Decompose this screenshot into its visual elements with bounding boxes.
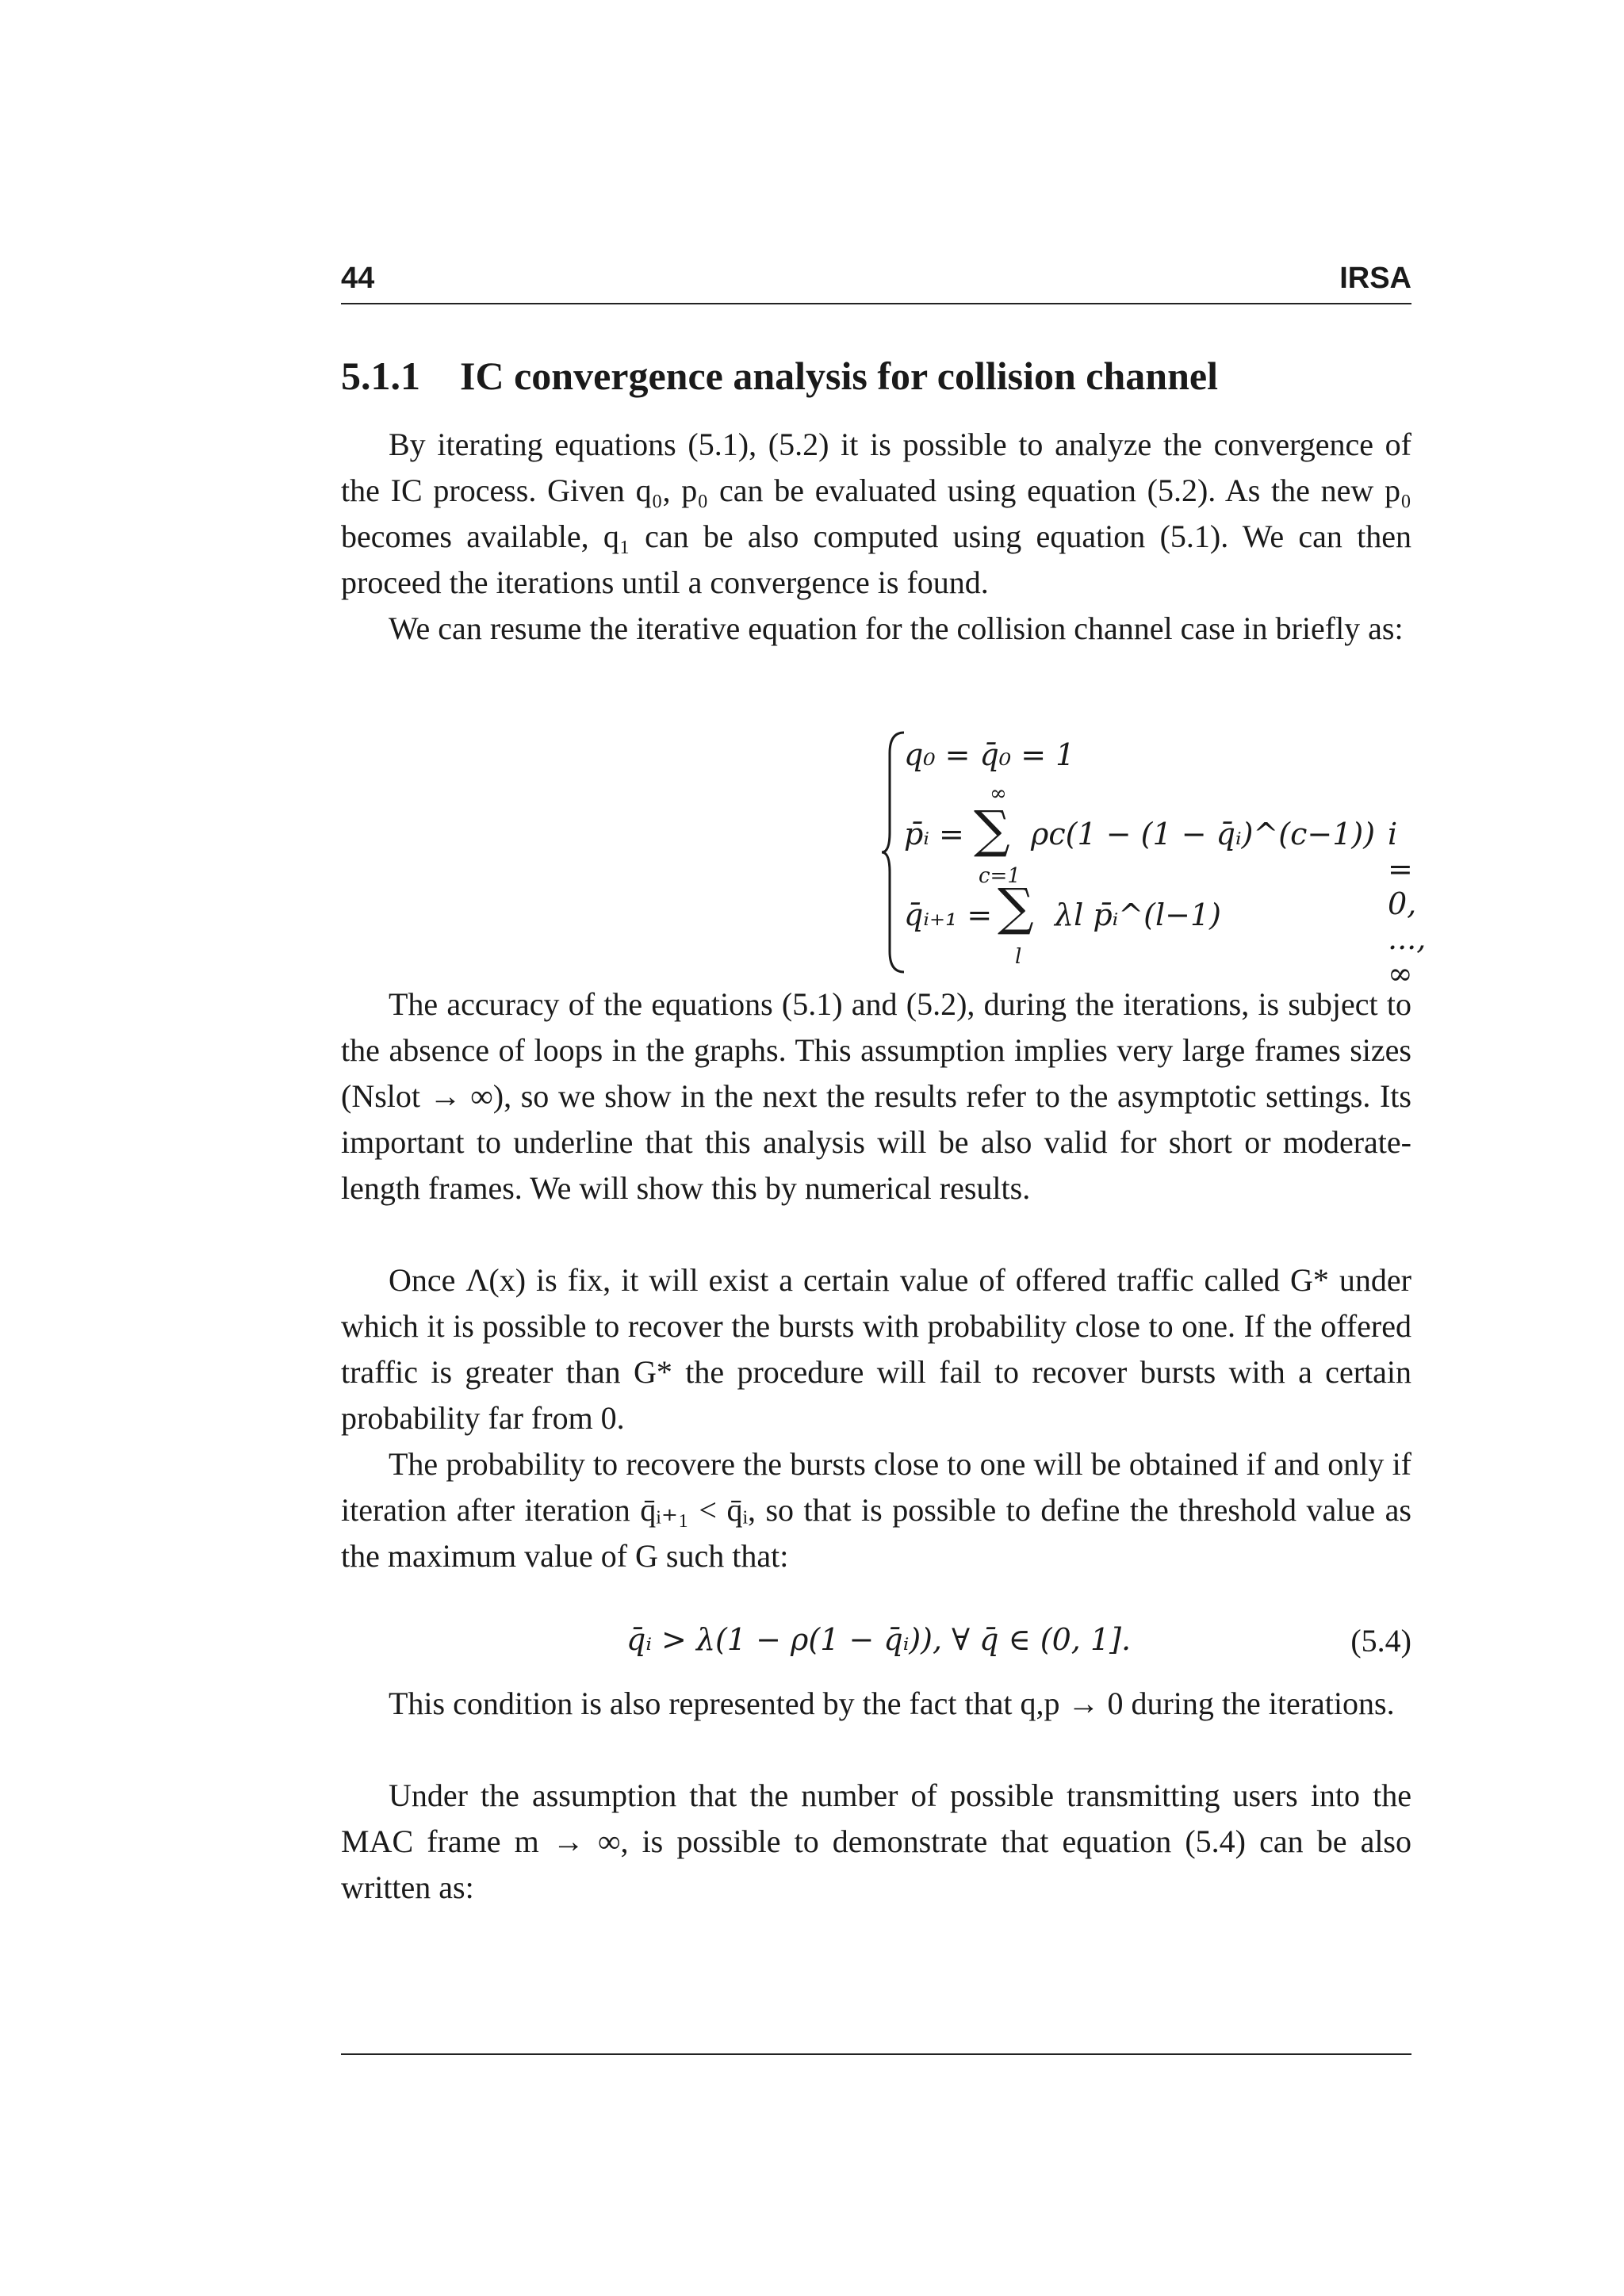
system-line-3-body: λl p̄ᵢ^(l−1) bbox=[1055, 897, 1221, 932]
paragraph-1: By iterating equations (5.1), (5.2) it is possible to analyze the convergence of the IC process. Given q₀, p₀ can be evaluated using equation (5.2). As the new p₀ becomes available, q₁ can be also computed using equation (5.1). We can then proceed the iterations until a convergence is found. bbox=[341, 427, 1411, 600]
summation-2 bbox=[991, 872, 1055, 967]
paragraph-4: Once Λ(x) is fix, it will exist a certain value of offered traffic called G* under which it is possible to recover the bursts with probability close to one. If the offered traffic is greater than G* the procedure will fail to recover bursts with a certain probability far from 0. bbox=[341, 1262, 1411, 1436]
sum-upper-limit: ∞ bbox=[990, 782, 1007, 806]
sum-lower-limit: l bbox=[1015, 945, 1022, 969]
page-number: 44 bbox=[341, 262, 375, 295]
summation-1 bbox=[967, 782, 1031, 888]
section-title: IC convergence analysis for collision channel bbox=[460, 354, 1219, 398]
paragraph-3: The accuracy of the equations (5.1) and (5.2), during the iterations, is subject to the absence of loops in the graphs. This assumption implies very large frames sizes (Nslot → ∞), so we show in the next the results refer to the asymptotic settings. Its important to underline that this analysis will be also valid for short or moderate-length frames. We will show this by numerical results. bbox=[341, 986, 1411, 1206]
footer-rule bbox=[341, 2053, 1411, 2055]
running-header bbox=[341, 262, 1411, 301]
paragraph-5: The probability to recovere the bursts close to one will be obtained if and only if iteration after iteration q̄ᵢ₊₁ < q̄ᵢ, so that is possible to define the threshold value as the maximum value of G such that: bbox=[341, 1446, 1411, 1574]
system-line-2-lhs: p̄ᵢ = bbox=[904, 817, 964, 851]
section-heading bbox=[341, 353, 1411, 399]
header-rule bbox=[341, 303, 1411, 304]
sigma-icon: ∑ bbox=[998, 878, 1034, 937]
system-line-1: q₀ = q̄₀ = 1 bbox=[904, 737, 1075, 772]
running-title: IRSA bbox=[1339, 262, 1411, 295]
system-line-2-condition: i = 0, ..., ∞ bbox=[1388, 817, 1427, 991]
system-line-3-lhs: q̄ᵢ₊₁ = bbox=[904, 897, 993, 932]
sigma-icon: ∑ bbox=[974, 801, 1010, 859]
equation-5-4: q̄ᵢ > λ(1 − ρ(1 − q̄ᵢ)), ∀ q̄ ∈ (0, 1]. bbox=[626, 1622, 1132, 1657]
paragraph-6: This condition is also represented by the fact that q,p → 0 during the iterations. bbox=[389, 1686, 1395, 1721]
sum-lower-limit: c=1 bbox=[979, 864, 1021, 888]
paragraph-7: Under the assumption that the number of possible transmitting users into the MAC frame m → ∞, is possible to demonstrate that equation (5.4) can be also written as: bbox=[341, 1777, 1411, 1905]
paragraph-2: We can resume the iterative equation for the collision channel case in briefly as: bbox=[389, 610, 1404, 646]
equation-5-4-label: (5.4) bbox=[1350, 1623, 1411, 1659]
section-number: 5.1.1 bbox=[341, 354, 420, 398]
system-line-2-body: ρc(1 − (1 − q̄ᵢ)^(c−1)) bbox=[1031, 817, 1376, 851]
